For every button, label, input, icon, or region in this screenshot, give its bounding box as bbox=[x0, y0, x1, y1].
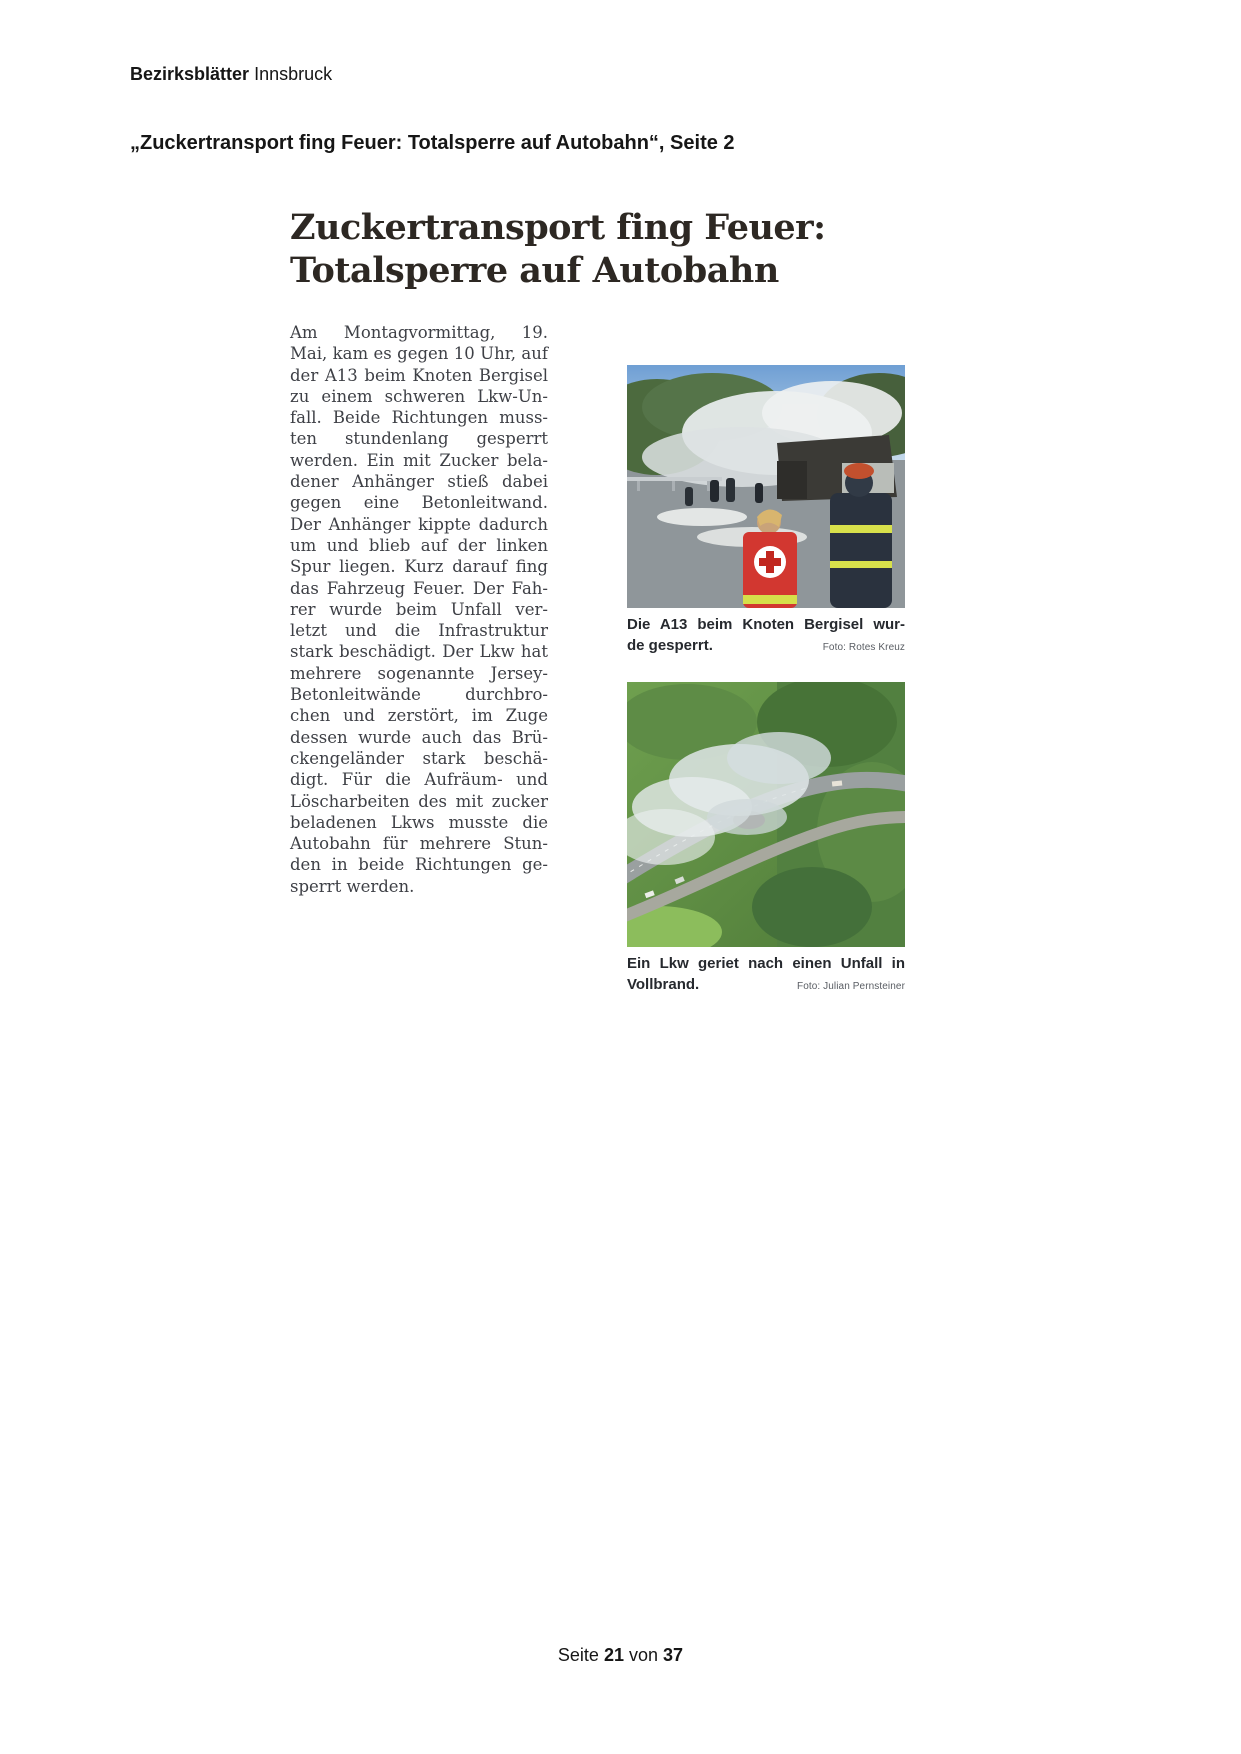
footer-total-pages: 37 bbox=[663, 1645, 684, 1665]
photo-2-caption-line-1: Ein Lkw geriet nach einen Unfall in bbox=[627, 955, 905, 972]
article-body-line: mehrere sogenannte Jersey- bbox=[290, 663, 548, 683]
headline-line-1: Zuckertransport fing Feuer: bbox=[290, 207, 826, 248]
edition-name: Innsbruck bbox=[254, 64, 333, 84]
masthead bbox=[130, 62, 332, 86]
article-body-line: sperrt werden. bbox=[290, 876, 415, 896]
photo-2-credit: Foto: Julian Pernsteiner bbox=[796, 981, 905, 992]
publication-name: Bezirksblätter bbox=[130, 64, 250, 84]
photo-1-credit: Foto: Rotes Kreuz bbox=[822, 642, 905, 653]
article-body-line: Am Montagvormittag, 19. bbox=[290, 323, 548, 342]
article-headline bbox=[290, 206, 910, 292]
article-body-line: fall. Beide Richtungen muss- bbox=[290, 408, 548, 428]
article-body-line: Löscharbeiten des mit zucker bbox=[290, 791, 548, 811]
photo-2-caption-line-2: Vollbrand. bbox=[627, 976, 700, 993]
article-body-line: letzt und die Infrastruktur bbox=[290, 621, 548, 641]
article-body-line: das Fahrzeug Feuer. Der Fah- bbox=[290, 578, 548, 598]
article-body-line: um und blieb auf der linken bbox=[290, 535, 548, 555]
article-body-line: dener Anhänger stieß dabei bbox=[290, 472, 548, 492]
article-body-line: rer wurde beim Unfall ver- bbox=[290, 599, 548, 619]
page-footer bbox=[0, 1645, 1241, 1666]
article-body-line: Der Anhänger kippte dadurch bbox=[290, 514, 548, 534]
article-body bbox=[290, 322, 548, 897]
photo-1-caption bbox=[627, 614, 905, 658]
photo-2-caption bbox=[627, 953, 905, 997]
article-body-line: dessen wurde auch das Brü- bbox=[290, 727, 548, 747]
photo-aerial-fire-graphic bbox=[627, 682, 905, 947]
footer-separator: von bbox=[629, 1645, 659, 1665]
photo-1-caption-line-2: de gesperrt. bbox=[627, 637, 713, 654]
article-body-line: werden. Ein mit Zucker bela- bbox=[290, 450, 548, 470]
document-title: „Zuckertransport fing Feuer: Totalsperre auf Autobahn“, Seite 2 bbox=[130, 132, 735, 154]
article-body-line: zu einem schweren Lkw-Un- bbox=[290, 386, 548, 406]
article-body-line: der A13 beim Knoten Bergisel bbox=[290, 365, 548, 385]
article-body-line: Spur liegen. Kurz darauf fing bbox=[290, 557, 548, 577]
article-body-line: ten stundenlang gesperrt bbox=[290, 429, 548, 449]
photo-aerial-fire bbox=[627, 682, 905, 947]
article-body-line: digt. Für die Aufräum- und bbox=[290, 770, 548, 790]
article-body-line: ckengeländer stark beschä- bbox=[290, 748, 548, 768]
article-body-line: Betonleitwände durchbro- bbox=[290, 685, 548, 705]
article-body-line: gegen eine Betonleitwand. bbox=[290, 493, 548, 513]
footer-page-number: 21 bbox=[603, 1645, 624, 1665]
photo-accident-scene bbox=[627, 365, 905, 608]
article-body-line: Autobahn für mehrere Stun- bbox=[290, 834, 548, 854]
article-body-line: beladenen Lkws musste die bbox=[290, 812, 548, 832]
article-body-line: chen und zerstört, im Zuge bbox=[290, 706, 548, 726]
headline-line-2: Totalsperre auf Autobahn bbox=[290, 250, 779, 291]
footer-prefix: Seite bbox=[557, 1645, 599, 1665]
article-body-line: Mai, kam es gegen 10 Uhr, auf bbox=[290, 344, 548, 364]
photo-accident-scene-graphic bbox=[627, 365, 905, 608]
article-body-line: stark beschädigt. Der Lkw hat bbox=[290, 642, 548, 662]
photo-1-caption-line-1: Die A13 beim Knoten Bergisel wur- bbox=[627, 616, 905, 633]
article-body-line: den in beide Richtungen ge- bbox=[290, 855, 548, 875]
